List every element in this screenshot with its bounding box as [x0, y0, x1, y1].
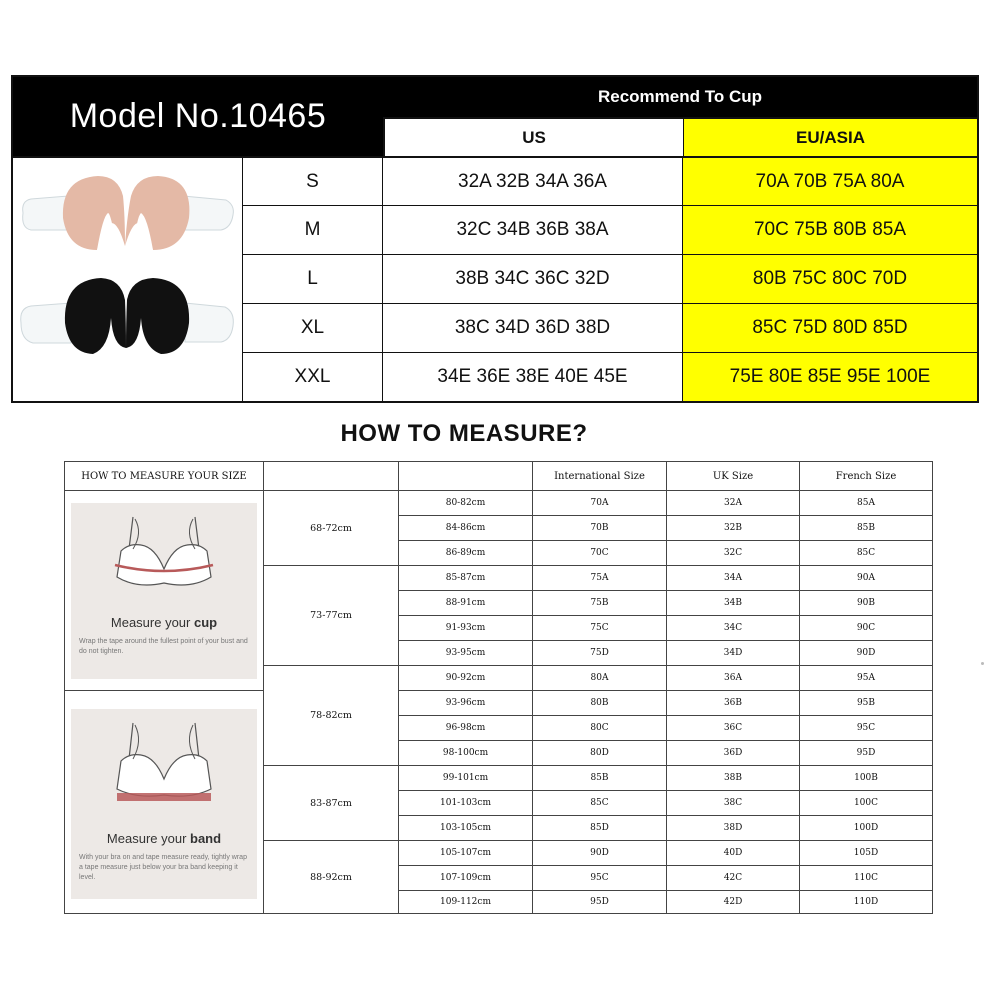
french-cell: 100B	[854, 773, 878, 783]
international-cell: 80A	[533, 666, 667, 690]
international-cell: 85C	[533, 791, 667, 815]
table-row	[399, 566, 932, 591]
us-cups: 32A 32B 34A 36A	[383, 158, 683, 205]
table-row	[399, 741, 932, 766]
international-cell: 70A	[533, 491, 667, 515]
band-range: 78-82cm	[264, 666, 399, 766]
band-guide-illustration	[71, 709, 257, 899]
band-range: 88-92cm	[264, 841, 399, 913]
adhesive-bra-icon	[13, 158, 241, 403]
band-caption: Measure your band	[106, 831, 222, 846]
eu-cups: 85C 75D 80D 85D	[683, 304, 977, 352]
how-to-measure-title: HOW TO MEASURE?	[340, 420, 588, 447]
table-row	[399, 491, 932, 516]
guide-header: HOW TO MEASURE YOUR SIZE	[65, 462, 264, 491]
uk-cell: 34C	[667, 616, 800, 640]
recommend-header: Recommend To Cup	[383, 77, 977, 117]
us-header: US	[383, 117, 683, 156]
bust-cell: 86-89cm	[399, 541, 533, 565]
table-row	[399, 816, 932, 841]
french-cell: 90B	[856, 598, 876, 608]
uk-size-header: UK Size	[667, 462, 800, 491]
uk-cell: 36B	[667, 691, 800, 715]
size-row	[243, 205, 977, 254]
international-cell: 80B	[533, 691, 667, 715]
french-cell: 110C	[853, 873, 879, 883]
size-recommend-table	[11, 75, 979, 403]
french-cell: 90C	[856, 623, 876, 633]
uk-cell: 36D	[667, 741, 800, 765]
international-size-header: International Size	[533, 462, 667, 491]
international-cell: 75A	[533, 566, 667, 590]
band-range: 83-87cm	[264, 766, 399, 841]
cup-caption: Measure your cup	[110, 615, 218, 630]
us-cups: 38C 34D 36D 38D	[383, 304, 683, 352]
french-cell: 95A	[857, 673, 875, 683]
black-adhesive-bra-image	[21, 278, 234, 354]
international-cell: 90D	[533, 841, 667, 865]
bust-cell: 80-82cm	[399, 491, 533, 515]
french-size-header: French Size	[800, 462, 932, 491]
table-row	[399, 866, 932, 891]
band-description: With your bra on and tape measure ready, tightly wrap a tape measure just below your bra band keeping it level.	[79, 854, 247, 881]
uk-cell: 40D	[667, 841, 800, 865]
table-row	[399, 691, 932, 716]
international-cell: 70B	[533, 516, 667, 540]
bust-cell: 105-107cm	[399, 841, 533, 865]
size-label: L	[243, 255, 383, 303]
nude-adhesive-bra-image	[23, 176, 234, 250]
uk-cell: 34B	[667, 591, 800, 615]
size-label: M	[243, 206, 383, 254]
bust-cell: 91-93cm	[399, 616, 533, 640]
french-cell: 105D	[853, 848, 879, 858]
measurement-conversion-table	[64, 461, 933, 914]
band-range: 73-77cm	[264, 566, 399, 666]
french-cell: 85C	[856, 548, 876, 558]
french-cell: 90D	[856, 648, 876, 658]
eu-cups: 75E 80E 85E 95E 100E	[683, 353, 977, 401]
table-row	[399, 641, 932, 666]
bust-header	[399, 462, 533, 491]
table-row	[399, 891, 932, 913]
international-cell: 80C	[533, 716, 667, 740]
french-cell: 110D	[853, 897, 879, 907]
uk-cell: 38B	[667, 766, 800, 790]
international-cell: 70C	[533, 541, 667, 565]
bust-cell: 93-96cm	[399, 691, 533, 715]
band-header	[264, 462, 399, 491]
band-guide-panel	[65, 691, 264, 913]
international-cell: 75B	[533, 591, 667, 615]
eu-asia-header: EU/ASIA	[683, 117, 977, 156]
table-row	[399, 591, 932, 616]
cup-guide-illustration	[71, 503, 257, 679]
band-range: 68-72cm	[264, 491, 399, 566]
table-row	[399, 791, 932, 816]
bust-cell: 109-112cm	[399, 891, 533, 913]
eu-cups: 70C 75B 80B 85A	[683, 206, 977, 254]
table-row	[399, 766, 932, 791]
table-row	[399, 541, 932, 566]
table-row	[399, 841, 932, 866]
table-row	[399, 716, 932, 741]
model-number: Model No.10465	[13, 77, 383, 156]
bust-cell: 84-86cm	[399, 516, 533, 540]
french-cell: 95D	[856, 748, 876, 758]
uk-cell: 32C	[667, 541, 800, 565]
size-row	[243, 156, 977, 205]
size-label: S	[243, 158, 383, 205]
bust-cell: 85-87cm	[399, 566, 533, 590]
uk-cell: 32B	[667, 516, 800, 540]
bust-cell: 101-103cm	[399, 791, 533, 815]
uk-cell: 36C	[667, 716, 800, 740]
bust-cell: 90-92cm	[399, 666, 533, 690]
bra-measure-band-icon	[71, 709, 257, 827]
international-cell: 95D	[533, 891, 667, 913]
size-row	[243, 352, 977, 401]
uk-cell: 38C	[667, 791, 800, 815]
international-cell: 95C	[533, 866, 667, 890]
international-cell: 85D	[533, 816, 667, 840]
international-cell: 80D	[533, 741, 667, 765]
bust-cell: 96-98cm	[399, 716, 533, 740]
french-cell: 85A	[857, 498, 875, 508]
cup-description: Wrap the tape around the fullest point of your bust and do not tighten.	[79, 638, 248, 655]
bust-cell: 107-109cm	[399, 866, 533, 890]
table-row	[399, 666, 932, 691]
stray-dot	[981, 662, 984, 665]
french-cell: 95B	[856, 698, 876, 708]
bust-cell: 88-91cm	[399, 591, 533, 615]
french-cell: 95C	[856, 723, 876, 733]
bust-cell: 99-101cm	[399, 766, 533, 790]
uk-cell: 32A	[667, 491, 800, 515]
product-image	[13, 156, 243, 401]
us-cups: 32C 34B 36B 38A	[383, 206, 683, 254]
us-cups: 38B 34C 36C 32D	[383, 255, 683, 303]
table-row	[399, 516, 932, 541]
us-cups: 34E 36E 38E 40E 45E	[383, 353, 683, 401]
international-cell: 85B	[533, 766, 667, 790]
bust-cell: 93-95cm	[399, 641, 533, 665]
uk-cell: 34A	[667, 566, 800, 590]
size-label: XL	[243, 304, 383, 352]
french-cell: 85B	[856, 523, 876, 533]
international-cell: 75D	[533, 641, 667, 665]
size-row	[243, 303, 977, 352]
bust-cell: 103-105cm	[399, 816, 533, 840]
french-cell: 100D	[853, 823, 879, 833]
uk-cell: 38D	[667, 816, 800, 840]
eu-cups: 80B 75C 80C 70D	[683, 255, 977, 303]
international-cell: 75C	[533, 616, 667, 640]
french-cell: 100C	[853, 798, 879, 808]
cup-guide-panel	[65, 491, 264, 691]
french-cell: 90A	[857, 573, 875, 583]
size-label: XXL	[243, 353, 383, 401]
bra-measure-cup-icon	[71, 503, 257, 613]
table-row	[399, 616, 932, 641]
bust-cell: 98-100cm	[399, 741, 533, 765]
eu-cups: 70A 70B 75A 80A	[683, 158, 977, 205]
uk-cell: 42C	[667, 866, 800, 890]
size-row	[243, 254, 977, 303]
uk-cell: 36A	[667, 666, 800, 690]
uk-cell: 34D	[667, 641, 800, 665]
uk-cell: 42D	[667, 891, 800, 913]
